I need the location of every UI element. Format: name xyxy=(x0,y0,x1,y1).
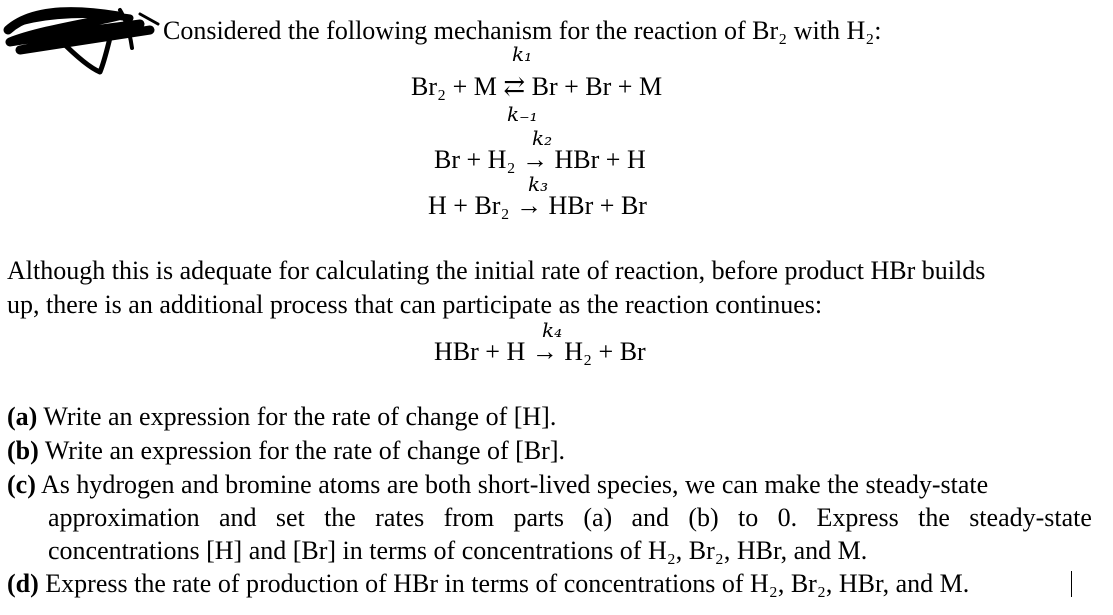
question-c-label: (c) xyxy=(7,470,36,499)
word: the xyxy=(918,503,950,532)
rate-constant-k4: k₄ xyxy=(542,318,563,342)
equation-step3: H + Br₂ → HBr + Br xyxy=(428,191,647,220)
equation-step1: Br₂ + M ⇄ Br + Br + M xyxy=(411,72,663,101)
question-b-label: (b) xyxy=(7,436,39,465)
word: 0. xyxy=(777,503,798,532)
question-b xyxy=(7,438,565,464)
word: (b) xyxy=(688,503,719,532)
question-c-line-1: As hydrogen and bromine atoms are both short-lived species, we can make the steady-state xyxy=(40,470,989,499)
question-a xyxy=(7,404,556,430)
equation-step2: Br + H₂ → HBr + H xyxy=(434,145,646,174)
word: set xyxy=(275,503,305,532)
question-c-line-3: concentrations [H] and [Br] in terms of concentrations of H₂, Br₂, HBr, and M. xyxy=(48,536,868,565)
question-b-text: Write an expression for the rate of change of [Br]. xyxy=(44,436,565,465)
word: parts xyxy=(513,503,564,532)
paragraph-line-1: Although this is adequate for calculating the initial rate of reaction, before product HBr builds xyxy=(7,256,986,285)
word: (a) xyxy=(583,503,613,532)
question-c xyxy=(7,472,988,498)
word: Express xyxy=(816,503,899,532)
equation-step4: HBr + H → H₂ + Br xyxy=(434,337,646,366)
question-d xyxy=(7,571,969,597)
rate-constant-k2: k₂ xyxy=(532,126,553,150)
word: rates xyxy=(375,503,425,532)
rate-constant-k1: k₁ xyxy=(512,42,533,66)
question-c-line-2 xyxy=(48,505,1092,531)
question-a-label: (a) xyxy=(7,402,38,431)
word: the xyxy=(324,503,356,532)
text-cursor xyxy=(1071,571,1072,597)
word: from xyxy=(443,503,495,532)
paragraph-line-2: up, there is an additional process that can participate as the reaction continues: xyxy=(7,290,823,319)
word: and xyxy=(218,503,257,532)
question-d-label: (d) xyxy=(7,569,39,598)
rate-constant-k-minus-1: k₋₁ xyxy=(507,102,538,126)
question-a-text: Write an expression for the rate of change of [H]. xyxy=(43,402,557,431)
word: steady-state xyxy=(969,503,1092,532)
word: approximation xyxy=(48,503,200,532)
question-d-text: Express the rate of production of HBr in terms of concentrations of H₂, Br₂, HBr, and M. xyxy=(45,569,970,598)
rate-constant-k3: k₃ xyxy=(528,172,549,196)
scribble-mark xyxy=(0,0,170,75)
word: to xyxy=(738,503,759,532)
intro-text: Considered the following mechanism for the reaction of Br₂ with H₂: xyxy=(163,16,882,45)
word: and xyxy=(631,503,670,532)
